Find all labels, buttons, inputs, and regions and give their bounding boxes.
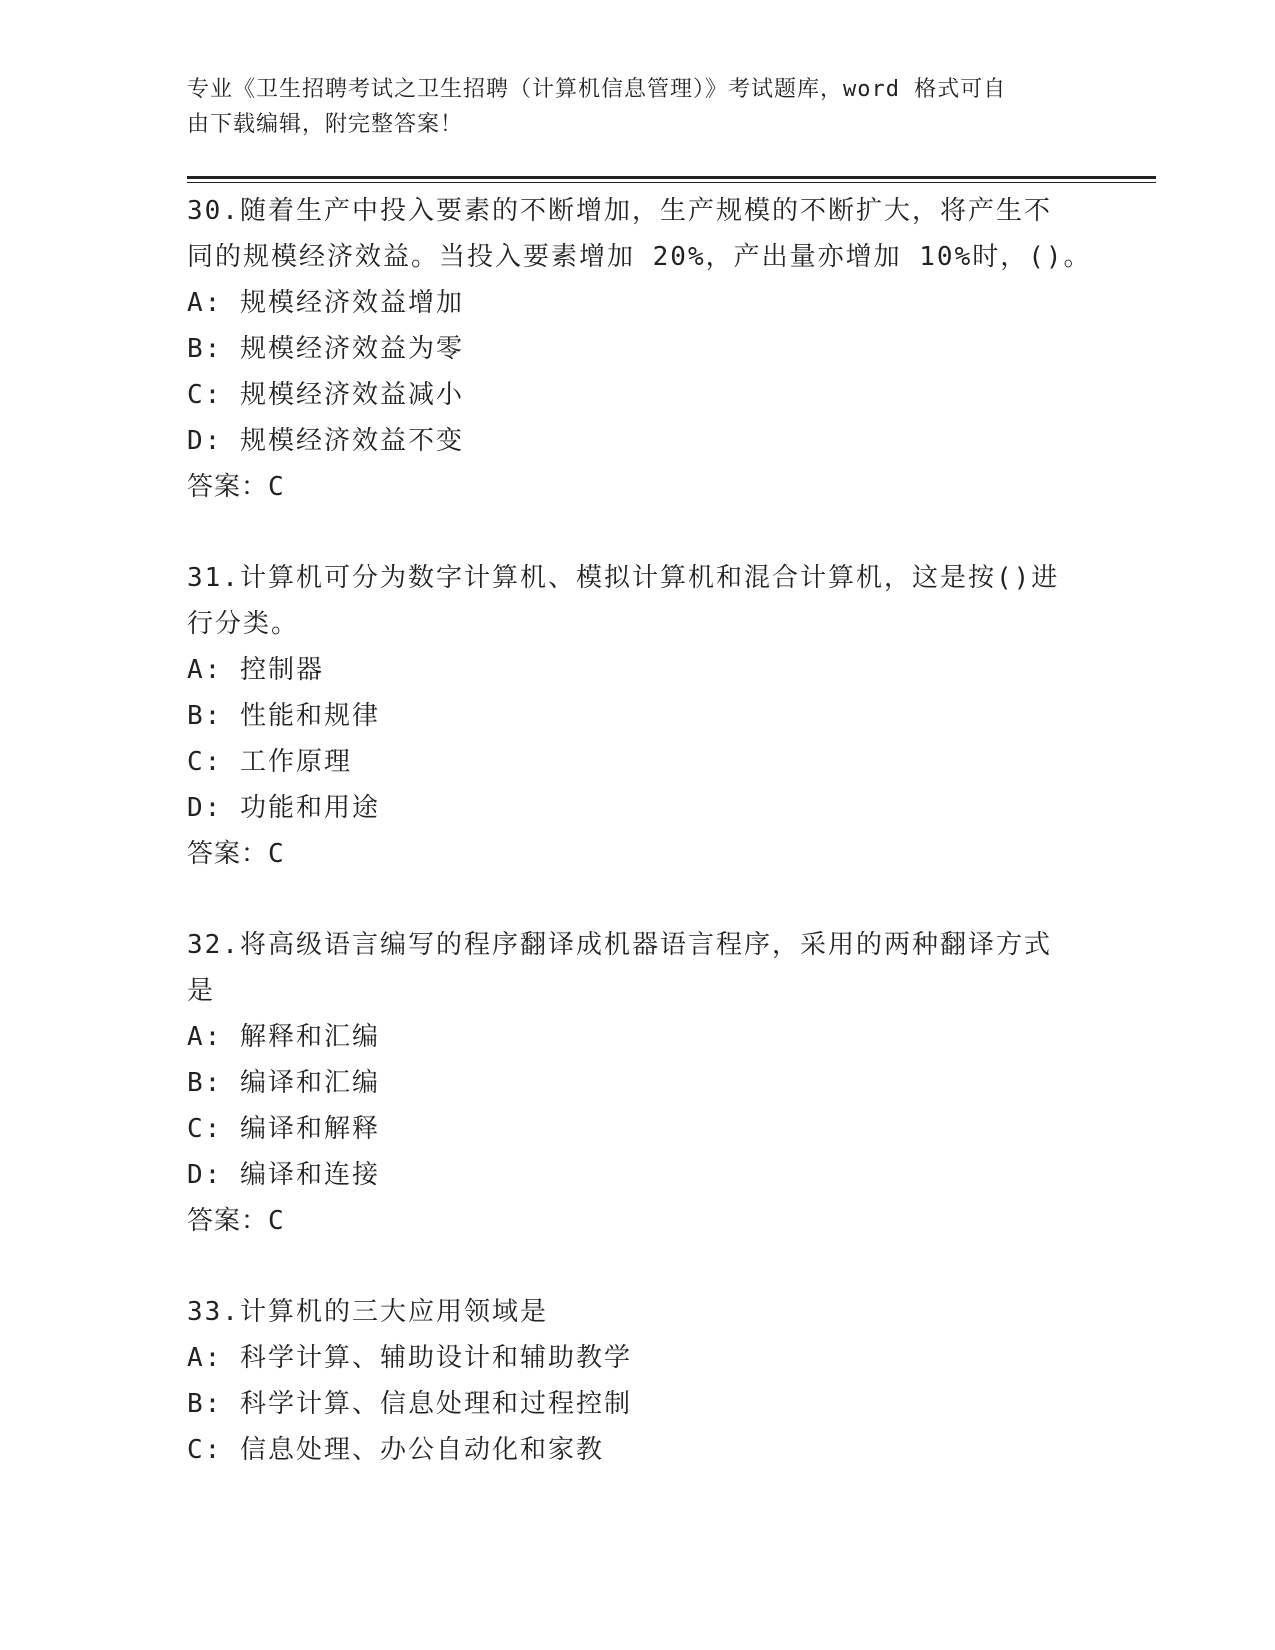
answer-value: C bbox=[268, 472, 285, 502]
option-a: A: 控制器 bbox=[187, 655, 324, 685]
answer-value: C bbox=[268, 839, 285, 869]
option-b: B: 科学计算、信息处理和过程控制 bbox=[187, 1389, 632, 1419]
option-a: A: 规模经济效益增加 bbox=[187, 288, 464, 318]
question-32 bbox=[187, 922, 1087, 1244]
header-divider-thick bbox=[187, 176, 1156, 179]
question-stem: 32.将高级语言编写的程序翻译成机器语言程序，采用的两种翻译方式 bbox=[187, 930, 1052, 960]
header-line-2: 由下载编辑，附完整答案！ bbox=[187, 112, 464, 137]
answer-label: 答案： bbox=[187, 472, 269, 502]
answer bbox=[187, 831, 1087, 877]
question-33 bbox=[187, 1289, 1087, 1473]
question-stem: 同的规模经济效益。当投入要素增加 20%，产出量亦增加 10%时，()。 bbox=[187, 242, 1092, 272]
question-30 bbox=[187, 188, 1092, 510]
question-stem: 是 bbox=[187, 976, 216, 1006]
question-31 bbox=[187, 555, 1087, 877]
option-a: A: 科学计算、辅助设计和辅助教学 bbox=[187, 1343, 632, 1373]
answer-value: C bbox=[268, 1206, 285, 1236]
option-c: C: 规模经济效益减小 bbox=[187, 380, 464, 410]
option-c: C: 信息处理、办公自动化和家教 bbox=[187, 1435, 604, 1465]
document-header bbox=[187, 72, 1067, 142]
answer bbox=[187, 464, 1087, 510]
question-stem: 31.计算机可分为数字计算机、模拟计算机和混合计算机，这是按()进 bbox=[187, 563, 1060, 593]
option-b: B: 规模经济效益为零 bbox=[187, 334, 464, 364]
question-stem: 30.随着生产中投入要素的不断增加，生产规模的不断扩大，将产生不 bbox=[187, 196, 1052, 226]
header-divider-thin bbox=[187, 182, 1156, 183]
answer-label: 答案： bbox=[187, 839, 269, 869]
option-c: C: 编译和解释 bbox=[187, 1114, 380, 1144]
option-d: D: 编译和连接 bbox=[187, 1160, 380, 1190]
answer bbox=[187, 1198, 1087, 1244]
option-d: D: 功能和用途 bbox=[187, 793, 380, 823]
option-c: C: 工作原理 bbox=[187, 747, 352, 777]
option-d: D: 规模经济效益不变 bbox=[187, 426, 464, 456]
question-list bbox=[187, 188, 1092, 1518]
header-line-1: 专业《卫生招聘考试之卫生招聘（计算机信息管理）》考试题库，word 格式可自 bbox=[187, 77, 1007, 102]
question-stem: 33.计算机的三大应用领域是 bbox=[187, 1297, 548, 1327]
option-b: B: 编译和汇编 bbox=[187, 1068, 380, 1098]
option-a: A: 解释和汇编 bbox=[187, 1022, 380, 1052]
answer-label: 答案： bbox=[187, 1206, 269, 1236]
question-stem: 行分类。 bbox=[187, 609, 300, 639]
option-b: B: 性能和规律 bbox=[187, 701, 380, 731]
